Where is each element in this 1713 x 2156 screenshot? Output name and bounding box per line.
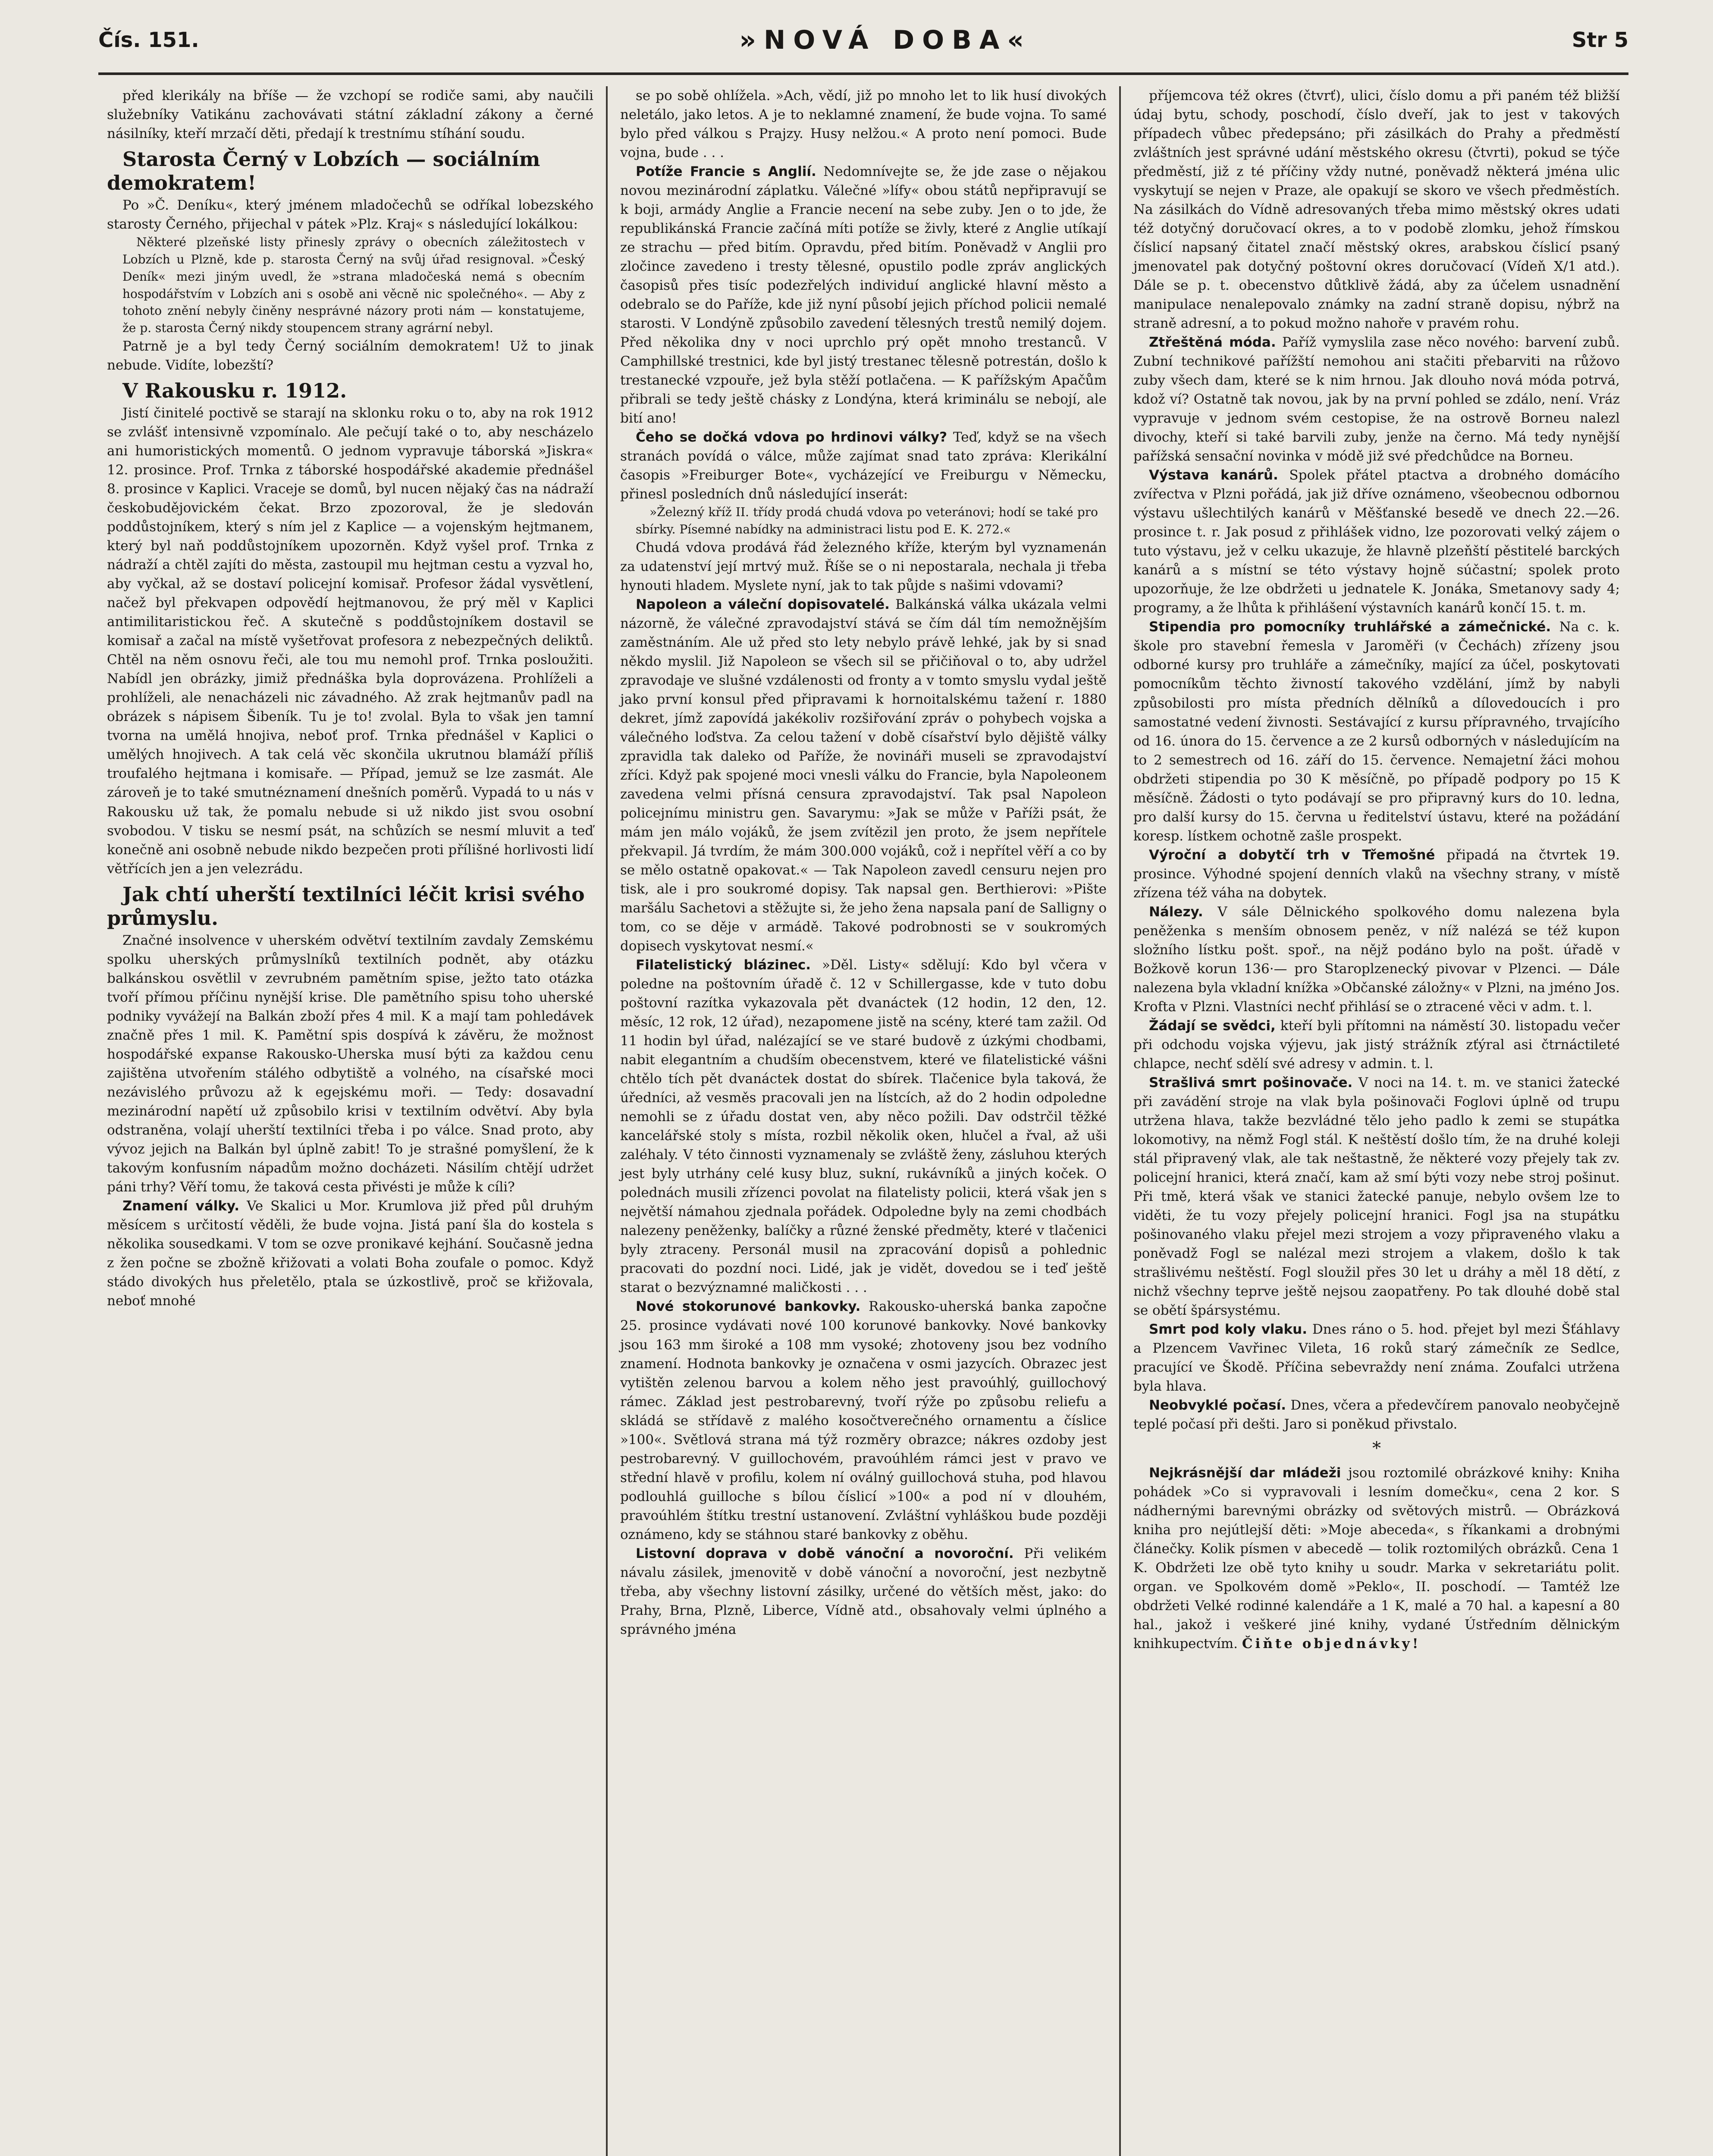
article bbox=[1133, 466, 1620, 617]
section-star: * bbox=[1372, 1438, 1381, 1459]
quote: Některé plzeňské listy přinesly zprávy o obecních záležitostech v Lobzích u Plzně, kde p. starosta Černý na svůj úřad resignoval. »Český Deník« mezi jiným uvedl, že »strana mladočeská nemá s obecním hospodářstvím v Lobzích ani s osobě ani věcně nic společného«. — Aby z tohoto znění nebyly činěny nesprávné názory proti nám — konstatujeme, že p. starosta Černý nikdy stoupencem strany agrární nebyl. bbox=[122, 235, 585, 335]
article-text: jsou roztomilé obrázkové knihy: Kniha pohádek »Co si vypravovali i lesním domečku«, cena 2 kor. S nádhernými barevnými obrázky od světových mistrů. — Obrázková kniha pro nejútlejší děti: »Moje abeceda«, s říkankami a drobnými článečky. Kolik písmen v abecedě — tolik roztomilých obrázků. Cena 1 K. Obdržeti lze obě tyto knihy u soudr. Marka v sekretariátu polit. organ. ve Spolkovém domě »Peklo«, II. poschodí. — Tamtéž lze obdržeti Velké rodinné kalendáře a 1 K, malé a 70 hal. a kapesní a 80 hal., jakož i veškeré jiné knihy, vydané Ústředním dělnickým knihkupectvím. bbox=[1133, 1465, 1620, 1652]
article-text: Na c. k. škole pro stavební řemesla v Jaroměři (v Čechách) zřízeny jsou odborné kursy pro truhláře a zámečníky, mající za účel, poskytovati pomocníkům těchto živností takového vzdělání, jímž by nabyli způsobilosti pro místa předních dělníků a dílovedoucích i pro samostatné vedení živnosti. Sestávající z kursu přípravného, trvajícího od 16. února do 15. července a ze 2 kursů odborných v následujícím na to 2 semestrech od 16. září do 15. července. Nemajetní žáci mohou obdržeti stipendia po 30 K měsíčně, po případě podpory po 15 K měsíčně. Žádosti o tyto podávají se pro připravný kurs do 10. ledna, pro další kursy do 15. června u ředitelství ústavu, které na požádání koresp. lístkem ochotně zašle prospekt. bbox=[1133, 619, 1620, 844]
paragraph: se po sobě ohlížela. »Ach, vědí, již po mnoho let to lik husí divokých neletálo, jako letos. A je to neklamné znamení, že bude vojna. To samé bylo před válkou s Prajzy. Husy nelžou.« A proto není pomoci. Bude vojna, bude . . . bbox=[620, 88, 1107, 161]
article-keyword: Nové stokorunové bankovky. bbox=[635, 1299, 861, 1315]
paragraph: Po »Č. Deníku«, který jménem mladočechů se odříkal lobezského starosty Černého, přijechal v pátek »Plz. Kraj« s následující lokálkou: bbox=[107, 197, 594, 232]
article-text: Spolek přátel ptactva a drobného domácího zvířectva v Plzni pořádá, jak již dříve oznámeno, všeobecnou odbornou výstavu ušlechtilých kanárů v Měšťanské besedě ve dnech 22.—26. prosince t. r. Jak posud z přihlášek vidno, lze pozorovati velký zájem o tuto výstavu, jež v celku ukazuje, že hlavně plzeňští pěstitelé barckých kanárů a s místní se této výstavy hojně súčastní; spolek proto upozorňuje, že lze obdržeti u jednatele K. Jonáka, Smetanovy sady 4; programy, a že lhůta k přihlášení výstavních kanárů končí 15. t. m. bbox=[1133, 467, 1620, 616]
article-keyword: Napoleon a váleční dopisovatelé. bbox=[635, 596, 890, 612]
article-text: kteří byli přítomni na náměstí 30. listopadu večer při odchodu vojska výjevu, jak jistý strážník zťýral asi čtrnáctileté chlapce, nechť sdělí své adresy v admin. t. l. bbox=[1133, 1018, 1620, 1072]
article-keyword: Neobvyklé počasí. bbox=[1148, 1398, 1286, 1413]
article-text: Ve Skalici u Mor. Krumlova již před půl druhým měsícem s určitostí věděli, že bude vojna. Jistá paní šla do kostela s několika sousedkami. V tom se ozve pronikavé kejhání. Současně jedna z žen počne se zbožně křižovati a volati Boha zoufale o pomoc. Když stádo divokých hus přeletělo, ptala se úzkostlivě, proč se křižovala, neboť mnohé bbox=[107, 1198, 594, 1309]
article-keyword: Listovní doprava v době vánoční a novoroční. bbox=[635, 1545, 1014, 1561]
column-1 bbox=[98, 86, 602, 2156]
article bbox=[1133, 333, 1620, 466]
article bbox=[620, 1297, 1107, 1544]
page-number: Str 5 bbox=[1572, 28, 1628, 52]
article-text: Balkánská válka ukázala velmi názorně, že válečné zpravodajství stává se čím dál tím nemožnějším zaměstnáním. Ale už před sto lety nebylo právě lehké, jak by si snad někdo myslil. Již Napoleon se všech sil se přičiňoval o to, aby udržel zpravodaje ve slušné vzdálenosti od fronty a v tomto smyslu vydal ještě jako první konsul před připravami k hornoitalskému tažení r. 1880 dekret, jímž zapovídá jakékoliv rozšiřování zpráv o pohybech vojska a válečného loďstva. Za celou tažení v době císařství bylo dějiště války zpravidla tak daleko od Paříže, že novináři museli se zpravodajství zříci. Když pak spojené moci vnesli válku do Francie, byla Napoleonem zavedena velmi přísná censura zpravodajství. Tak psal Napoleon policejnímu ministru gen. Savarymu: »Jak se může v Paříži psát, že mám jen málo vojáků, že jsem zvítězil jen proto, že jsem nepřítele překvapil. Já tvrdím, že mám 300.000 vojáků, což i nepřítel věří a co by se mělo ostatně opakovat.« — Tak Napoleon zavedl censuru nejen pro tisk, ale i pro soukromé dopisy. Tak napsal gen. Berthierovi: »Pište maršálu Sachetovi a stěžujte si, že jeho žena napsala paní de Salligny o tom, co se děje v armádě. Takové podrobnosti se v soukromých dopisech vyskytovat nesmí.« bbox=[620, 596, 1107, 954]
paragraph: Chudá vdova prodává řád železného kříže, kterým byl vyznamenán za udatenství její mrtvý muž. Říše se o ni nepostarala, nechala ji třeba hynouti hladem. Myslete nyní, jak to tak půjde s našimi vdovami? bbox=[620, 539, 1107, 593]
article-keyword: Ztřeštěná móda. bbox=[1148, 335, 1276, 351]
article-keyword: Potíže Francie s Anglií. bbox=[635, 164, 816, 180]
article bbox=[620, 595, 1107, 956]
article-text: Při velikém návalu zásilek, jmenovitě v době vánoční a novoroční, jest nezbytně třeba, aby všechny listovní zásilky, určené do větších měst, jako: do Prahy, Brna, Plzně, Liberce, Vídně atd., obsahovaly velmi úplného a správného jména bbox=[620, 1545, 1107, 1637]
article-keyword: Nálezy. bbox=[1148, 904, 1203, 920]
headline-rakousko: V Rakousku r. 1912. bbox=[122, 379, 347, 402]
article-keyword: Znamení války. bbox=[122, 1198, 240, 1214]
article-text: V sále Dělnického spolkového domu nalezena byla peněženka s menším obnosem peněz, v níž nalézá se též kupon složního lístku pošt. spoř., na nějž podáno bylo na pošt. úřadě v Božkově korun 136·— pro Staroplzenecký pivovar v Plzenci. — Dále nalezena byla vkladní knížka »Občanské záložny« v Plzni, na jméno Jos. Krofta v Plzni. Vlastníci nechť přihlásí se o ztracené věci v adm. t. l. bbox=[1133, 904, 1620, 1015]
article-text: V noci na 14. t. m. ve stanici žatecké při zavádění stroje na vlak byla pošinovači Foglovi úplně od trupu utržena hlava, takže bezvládné tělo jeho padlo k zemi se stupátka lokomotivy, na němž Fogl stál. K neštěstí došlo tím, že na druhé koleji stál připravený vlak, ale tak neštastně, že některé vozy přejely tak zv. policejní hranici, která značí, kam až smí býti vozy nebe stroj pošinut. Při tmě, která však ve stanici žatecké panuje, nebylo ovšem lze to viděti, že tu vozy přejely policejní hranici. Fogl jsa na stupátku pošinovaného vlaku přejel mezi strojem a vozy připraveného vlaku a poněvadž Fogl se nalézal mezi strojem a vlakem, došlo k tak strašlivému neštěstí. Fogl sloužil přes 30 let u dráhy a měl 18 dětí, z nichž všechny teprve ještě nejsou zaopatřeny. Po tak dlouhé době stal se obětí špársystému. bbox=[1133, 1075, 1620, 1318]
masthead-title: »NOVÁ DOBA« bbox=[739, 25, 1032, 55]
article-keyword: Smrt pod koly vlaku. bbox=[1148, 1322, 1308, 1338]
article bbox=[107, 1197, 593, 1310]
article bbox=[1133, 1320, 1620, 1396]
article bbox=[1133, 846, 1620, 903]
article bbox=[1133, 1016, 1620, 1073]
column-divider bbox=[606, 86, 608, 2156]
article bbox=[620, 1544, 1107, 1639]
article-text: Rakousko-uherská banka započne 25. prosince vydávati nové 100 korunové bankovky. Nové bankovky jsou 163 mm široké a 108 mm vysoké; zhotoveny jsou bez vodního znamení. Hodnota bankovky je označena v osmi jazycích. Obrazec jest vytištěn zelenou barvou a kolem něho jest pravoúhlý, guillochový rámec. Základ jest pestrobarevný, tvoří rýže po způsobu reliefu a skládá se střídavě z malého kosočtverečného ornamentu a číslice »100«. Světlová strana má týž rozměry obrazce; nákres ozdoby jest pestrobarevný. V guillochovém, pravoúhlém rámci jest v pravo ve střední hlavě v profilu, kolem ní oválný guillochová stuha, pod hlavou podlouhlá guilloche s bílou číslicí »100« a pod ní v dlouhém, pravoúhlém štítku trestní ustanovení. Zvláštní vyhláškou bude později oznámeno, kdy se stáhnou staré bankovky z oběhu. bbox=[620, 1299, 1107, 1542]
paragraph: Značné insolvence v uherském odvětví textilním zavdaly Zemskému spolku uherských průmyslníků textilních podnět, aby otázku balkánskou osvětlil v zevrubném pamětním spise, ježto tato otázka tvoří přímou příčinu nynější krise. Dle pamětního spisu toho uherské podniky vyvážejí na Balkán zboží přes 4 mil. K a mají tam pohledávek značně přes 1 mil. K. Pamětní spis dospívá k závěru, že možnost hospodářské expanse Rakousko-Uherska musí býti za každou cenu zajištěna utvořením stálého odbytiště a volného, na císařské moci nezávislého průvozu až k egejskému moři. — Tedy: dosavadní mezinárodní napětí už způsobilo krisi v textilním odvětví. Aby byla odstraněna, volají uherští textilníci třeba i po válce. Snad proto, aby vývoz jejich na Balkán byl úplně zabit! To je strašné pomyšlení, že k takovým konfusním nápadům možno docházeti. Násilím chtějí udržet páni trhy? Věří tomu, že taková cesta přivésti je může k cíli? bbox=[107, 932, 594, 1195]
article-keyword: Nejkrásnější dar mládeži bbox=[1148, 1465, 1341, 1481]
article bbox=[1133, 1073, 1620, 1320]
article bbox=[620, 162, 1107, 428]
article-keyword: Výstava kanárů. bbox=[1148, 467, 1278, 483]
column-divider bbox=[1119, 86, 1121, 2156]
article-keyword: Žádají se svědci, bbox=[1148, 1018, 1276, 1034]
issue-number: Čís. 151. bbox=[98, 28, 199, 52]
article-text: »Děl. Listy« sdělují: Kdo byl včera v poledne na poštovním úřadě č. 12 v Schillergasse, kde v tuto dobu poštovní razítka vykazovala pět dvanáctek (12 hodin, 12 den, 12. měsíc, 12 rok, 12 úřad), nezapomene jistě na scény, které tam zažil. Od 11 hodin byl úřad, nalézající se ve staré budově z úzkými chodbami, nabit elegantním a chudším obecenstvem, které ve filatelistické vášni chtělo tích pět dvanáctek dostat do sbírek. Tlačenice byla taková, že úředníci, až vesměs pracovali jen na lístcích, až do 2 hodin odpoledne nemohli se z úřadu dostat ven, aby něco požili. Dav odstrčil těžké kancelářské stoly s místa, rozbil několik oken, hlučel a řval, až uši zaléhaly. V této činnosti vyznamenaly se zvláště ženy, zásluhou kterých jest byly utrhány celé kusy bluz, sukní, rukávníků a jiných koček. O polednách musili zřízenci povolat na filatelisty policii, která však jen s největší námahou zjednala pořádek. Odpoledne byly na zemi chodbách nalezeny peněženky, balíčky a různé ženské předměty, které v tlačenici byly ztraceny. Personál musil na zpracování dopisů a pohlednic pracovati do pozdní noci. Lidé, jak je vidět, dovedou se i teď ještě starat o bezvýznamné maličkosti . . . bbox=[620, 957, 1107, 1296]
headline-cerny: Starosta Černý v Lobzích — sociálním demokratem! bbox=[107, 147, 540, 195]
page-header bbox=[98, 8, 1628, 75]
article-keyword: Čeho se dočká vdova po hrdinovi války? bbox=[635, 429, 947, 445]
paragraph: před klerikály na bříše — že vzchopí se rodiče sami, aby naučili služebníky Vatikánu zachovávati státní základní zákony a černé násilníky, kteří mrzačí děti, předají k trestnímu stíhání soudu. bbox=[107, 88, 594, 142]
article-text: Teď, když se na všech stranách povídá o válce, může zajímat snad tato zpráva: Klerikální časopis »Freiburger Bote«, vycházející ve Freiburgu v Německu, přinesl posledních dnů následující inserát: bbox=[620, 429, 1107, 502]
columns bbox=[98, 86, 1628, 2156]
article-text: připadá na čtvrtek 19. prosince. Výhodné spojení denních vlaků na všechny strany, v místě zřízena též váha na dobytek. bbox=[1133, 847, 1620, 901]
paragraph: Patrně je a byl tedy Černý sociálním demokratem! Už to jinak nebude. Vidíte, lobezští? bbox=[107, 338, 594, 373]
article-text: Nedomnívejte se, že jde zase o nějakou novou mezinárodní záplatku. Válečné »lífy« obou států nepřipravují se k boji, armády Anglie a Francie necení na sebe zuby. Jen o to jde, že republikánská Francie začíná míti potíže se živly, které z Anglie utíkají ze strachu — před bitím. Opravdu, před bitím. Poněvadž v Anglii pro zločince zavedeno i tresty tělesné, opustilo podle zpráv anglických časopisů přes tisíc podezřelých individuí anglické hlavní město a odebralo se do Paříže, kde již nyní působí jejich příchod policii nemalé starosti. V Londýně způsobilo zavedení tělesných trestů nemilý dojem. Před několika dny v noci uprchlo prý opět mnoho trestanců. V Camphillské trestnici, kde byl jistý trestanec tělesně potrestán, došlo k trestanecké vzpouře, jež byla stěží potlačena. — K pařížským Apačům přibrali se tedy ještě chásky z Londýna, která kriminálu se nebojí, ale bití ano! bbox=[620, 164, 1107, 426]
article-keyword: Výroční a dobytčí trh v Třemošné bbox=[1148, 847, 1435, 863]
article-text: Paříž vymyslila zase něco nového: barvení zubů. Zubní technikové pařížští nemohou ani stačiti přebarviti na růžovo zuby všech dam, které se k nim hrnou. Jak dlouho nová móda potrvá, kdož ví? Ostatně tak novou, jak by na první pohled se zdálo, není. Vráz vypravuje v jednom svém cestopise, že na ostrově Borneu nalezl divochy, kteří si také barvili zuby, jenže na černo. Má tedy nynější pařížská sensační novinka v módě již své předchůdce na Borneu. bbox=[1133, 335, 1620, 464]
article-text: Dnes, včera a předevčírem panovalo neobyčejně teplé počasí při dešti. Jaro si poněkud přivstalo. bbox=[1133, 1398, 1620, 1432]
paragraph: příjemcova též okres (čtvrť), ulici, číslo domu a při paném též bližší údaj bytu, schody, poschodí, číslo dveří, jak to jest v takových případech vůbec předepsáno; při zásilkách do Prahy a předměstí zvláštních jest správné udání městského okresu (čtvrti), pokud se týče předměstí, již z té příčiny vždy nutné, poněvadž některá jména ulic vyskytují se nejen v Praze, ale opakují se skoro ve všech předměstích. Na zásilkách do Vídně adresovaných třeba mimo městský okres udati též dotyčný doručovací okres, a to v podobě zlomku, jehož římskou číslicí napsaný čitatel značí městský okres, arabskou číslicí psaný jmenovatel pak dotyčný poštovní okres doručovací (Vídeň X/1 atd.). Dále se p. t. obecenstvo důtklivě žádá, aby za účelem usnadnění manipulace nenalepovalo známky na zadní straně dopisu, nýbrž na straně adresní, a to pokud možno nahoře v pravém rohu. bbox=[1133, 88, 1620, 332]
article-keyword: Strašlivá smrt pošinovače. bbox=[1148, 1075, 1353, 1091]
article bbox=[620, 956, 1107, 1297]
article-keyword: Filatelistický blázinec. bbox=[635, 957, 811, 973]
column-3 bbox=[1125, 86, 1628, 2156]
article bbox=[1133, 617, 1620, 845]
article-keyword: Stipendia pro pomocníky truhlářské a zámečnické. bbox=[1148, 619, 1551, 635]
article-text: Dnes ráno o 5. hod. přejet byl mezi Šťáhlavy a Plzencem Vavřinec Vileta, 16 roků starý zámečník ze Sedlce, pracující ve Škodě. Příčina sebevraždy není známa. Zoufalci utržena byla hlava. bbox=[1133, 1322, 1620, 1395]
article bbox=[620, 428, 1107, 504]
article bbox=[1133, 1396, 1620, 1434]
paragraph: Jistí činitelé poctivě se starají na sklonku roku o to, aby na rok 1912 se zvlášť intensivně vzpomínalo. Ale pečují také o to, aby nescházelo ani humoristických momentů. O jednom vypravuje táborská »Jiskra« 12. prosince. Prof. Trnka z táborské hospodářské akademie přednášel 8. prosince v Kaplici. Vraceje se domů, byl nucen nějaký čas na nádraží českobudějovickém čekat. Brzo zpozoroval, že je sledován poddůstojníkem, který s ním jel z Kaplice — a vojenským hejtmanem, který byl naň poddůstojníkem upozorněn. Když vyšel prof. Trnka z nádraží a chtěl zajíti do města, zastoupil mu hejtman cestu a vyzval ho, aby vyčkal, až se dostaví policejní komisař. Profesor žádal vysvětlení, načež byl překvapen odpovědí hejtmanovou, že prý měl v Kaplici antimilitaristickou řeč. A skutečně s poddůstojníkem dostavil se komisař a začal na místě vyšetřovat profesora z nebezpečných deliktů. Chtěl na něm osnovu řeči, ale tou mu nemohl prof. Trnka posloužiti. Nabídl jen obrázky, jimiž přednáška byla doprovázena. Prohlíželi a prohlíželi, ale nenacházeli nic závadného. Až zrak hejtmanův padl na obrázek s nápisem Šibeník. Tu je to! zvolal. Byla to však jen tamní tvorna na umělá hnojiva, neboť prof. Trnka přednášel v Kaplici o umělých hnojivech. A tak celá věc skončila ukrutnou blamáží příliš troufalého hejtmana i komisaře. — Případ, jemuž se lze zasmát. Ale zároveň je to také smutnéznamení dnešních poměrů. Vypadá to u nás v Rakousku už tak, že pomalu nebude si už nikdo jist svou osobní svobodou. V tisku se nesmí psát, na schůzích se nesmí mluvit a teď konečně ani osobně nebude nikdo bezpečen proti přílišné horlivosti lidí větřících jen a jen velezrádu. bbox=[107, 405, 594, 877]
closing-callout: Čiňte objednávky! bbox=[1242, 1636, 1421, 1652]
article bbox=[1133, 903, 1620, 1016]
headline-uherske-textilnictvi: Jak chtí uherští textilníci léčit krisi svého průmyslu. bbox=[107, 882, 585, 930]
column-2 bbox=[612, 86, 1115, 2156]
article bbox=[1133, 1463, 1620, 1653]
quote: »Železný kříž II. třídy prodá chudá vdova po veteránovi; hodí se také pro sbírky. Písemné nabídky na administraci listu pod E. K. 272.« bbox=[635, 505, 1098, 537]
